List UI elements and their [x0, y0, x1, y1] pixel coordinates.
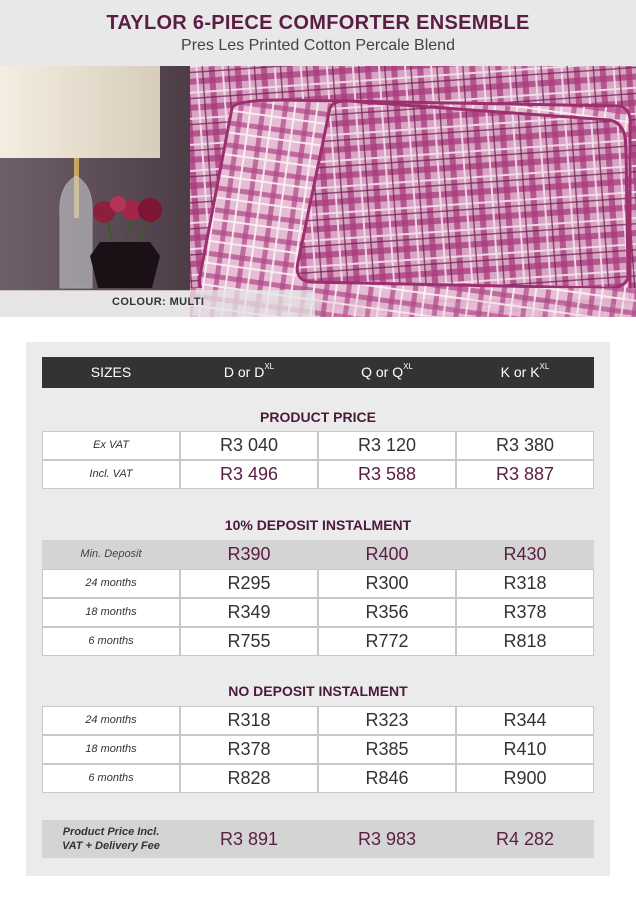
- price-value: R356: [318, 598, 456, 627]
- price-value: R378: [456, 598, 594, 627]
- product-subtitle: Pres Les Printed Cotton Percale Blend: [181, 37, 455, 54]
- price-value: R430: [456, 540, 594, 569]
- bedding-illustration: [0, 66, 636, 317]
- price-value: R318: [456, 569, 594, 598]
- table-row: [42, 706, 594, 735]
- total-label-line2: VAT + Delivery Fee: [62, 840, 160, 852]
- price-value: R385: [318, 735, 456, 764]
- price-value: R410: [456, 735, 594, 764]
- price-value: R3 040: [180, 431, 318, 460]
- colour-label: COLOUR: MULTI: [112, 296, 205, 308]
- sizes-label: SIZES: [90, 364, 132, 380]
- price-value: R400: [318, 540, 456, 569]
- size-name: Q or Q: [361, 364, 404, 380]
- total-label: [42, 825, 180, 853]
- product-photo: [0, 66, 636, 317]
- product-title: TAYLOR 6-PIECE COMFORTER ENSEMBLE: [106, 12, 530, 34]
- pricing-panel: [26, 342, 610, 876]
- price-value: R772: [318, 627, 456, 656]
- size-superscript: XL: [403, 362, 413, 371]
- table-row: [42, 540, 594, 569]
- price-value: R318: [180, 706, 318, 735]
- total-value: R3 891: [219, 829, 279, 849]
- size-column-king: [456, 357, 594, 388]
- price-value: R3 588: [318, 460, 456, 489]
- total-value: R4 282: [495, 829, 555, 849]
- product-price-title: PRODUCT PRICE: [260, 409, 376, 425]
- price-value: R3 887: [456, 460, 594, 489]
- row-label: 24 months: [42, 569, 180, 598]
- sizes-header-bar: [42, 357, 594, 388]
- row-label: 18 months: [42, 735, 180, 764]
- table-row: [42, 569, 594, 598]
- price-value: R755: [180, 627, 318, 656]
- price-value: R295: [180, 569, 318, 598]
- price-value: R378: [180, 735, 318, 764]
- price-value: R3 120: [318, 431, 456, 460]
- page-header: [0, 0, 636, 66]
- row-label: 6 months: [42, 764, 180, 793]
- size-name: D or D: [223, 364, 265, 380]
- price-value: R3 496: [180, 460, 318, 489]
- price-value: R818: [456, 627, 594, 656]
- table-row: [42, 764, 594, 793]
- table-row: [42, 460, 594, 489]
- row-label: 6 months: [42, 627, 180, 656]
- row-label: 18 months: [42, 598, 180, 627]
- deposit-instalment-title: 10% DEPOSIT INSTALMENT: [224, 517, 412, 533]
- size-column-queen: [318, 357, 456, 388]
- price-value: R900: [456, 764, 594, 793]
- row-label: Incl. VAT: [42, 460, 180, 489]
- table-row: [42, 431, 594, 460]
- total-label-line1: Product Price Incl.: [62, 826, 160, 838]
- total-value: R3 983: [357, 829, 417, 849]
- row-label: Min. Deposit: [42, 540, 180, 569]
- table-row: [42, 735, 594, 764]
- total-price-bar: [42, 820, 594, 858]
- row-label: Ex VAT: [42, 431, 180, 460]
- size-name: K or K: [500, 364, 540, 380]
- price-value: R344: [456, 706, 594, 735]
- price-value: R349: [180, 598, 318, 627]
- row-label: 24 months: [42, 706, 180, 735]
- price-value: R390: [180, 540, 318, 569]
- table-row: [42, 598, 594, 627]
- price-value: R846: [318, 764, 456, 793]
- size-column-double: [180, 357, 318, 388]
- price-value: R300: [318, 569, 456, 598]
- size-superscript: XL: [264, 362, 275, 371]
- size-superscript: XL: [539, 362, 550, 371]
- table-row: [42, 627, 594, 656]
- colour-strip: [0, 290, 315, 317]
- price-value: R828: [180, 764, 318, 793]
- price-value: R3 380: [456, 431, 594, 460]
- price-value: R323: [318, 706, 456, 735]
- no-deposit-instalment-title: NO DEPOSIT INSTALMENT: [228, 683, 408, 699]
